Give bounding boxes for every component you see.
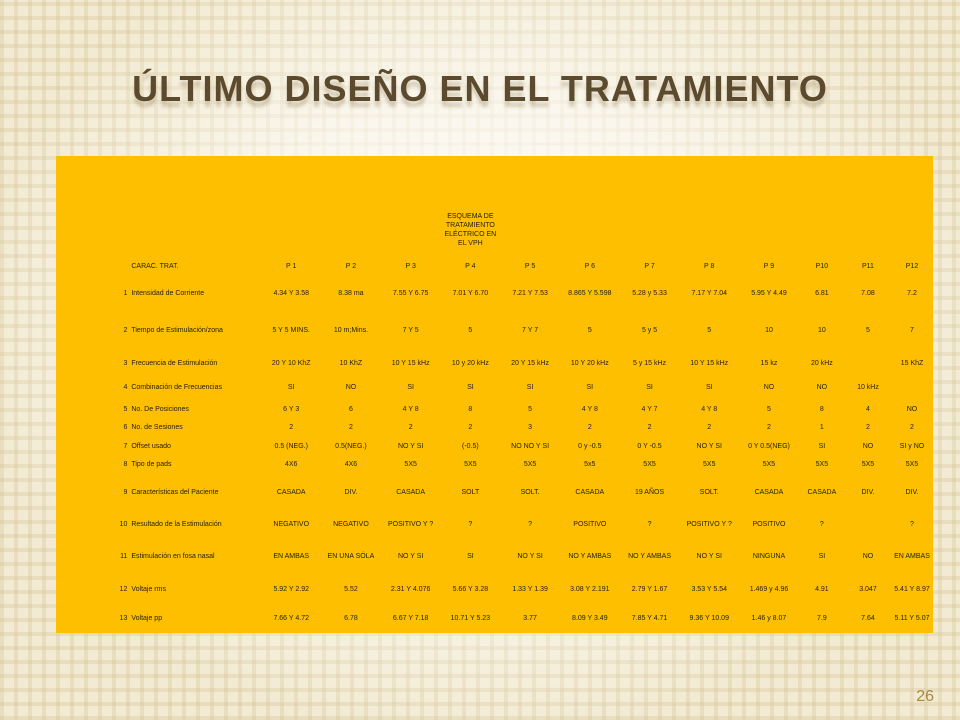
- table-cell: 10 Y 15 kHz: [391, 359, 430, 367]
- table-row: [56, 576, 933, 605]
- column-header: P11: [862, 262, 874, 270]
- header-row: [56, 256, 933, 276]
- table-row: [56, 310, 933, 351]
- table-cell: 4.34 Y 3.58: [273, 289, 309, 297]
- table-cell: SI: [526, 384, 534, 392]
- table-cell: 5X5: [815, 460, 829, 468]
- column-header: P 5: [524, 262, 536, 270]
- table-row: [56, 400, 933, 418]
- table-cell: 19 AÑOS: [634, 489, 665, 497]
- table-cell: POSITIVO Y ?: [388, 521, 434, 529]
- table-cell: NO: [862, 442, 874, 450]
- table-cell: POSITIVO: [573, 521, 607, 529]
- table-cell: 5 y 15 kHz: [632, 359, 667, 367]
- table-cell: NO Y SI: [397, 552, 424, 560]
- table-cell: ?: [647, 521, 652, 529]
- table-cell: SI: [467, 552, 474, 560]
- column-header: P 4: [465, 262, 476, 270]
- table-cell: 4 Y 8: [402, 405, 419, 413]
- column-header: P10: [815, 262, 829, 270]
- table-cell: 5.52: [344, 586, 358, 594]
- row-label: Offset usado: [131, 442, 171, 450]
- row-number: 13: [119, 615, 128, 623]
- table-row: [56, 437, 933, 455]
- table-cell: 5: [587, 327, 592, 335]
- table-cell: CASADA: [807, 489, 837, 497]
- table-cell: 8.865 Y 5.598: [568, 289, 612, 297]
- table-cell: 7 Y 5: [402, 327, 419, 335]
- table-body: [56, 156, 933, 633]
- table-cell: 6: [348, 405, 353, 413]
- table-cell: 5X5: [404, 460, 417, 468]
- table-cell: 0 Y -0.5: [637, 442, 662, 450]
- table-row: [56, 376, 933, 401]
- table-cell: SI: [467, 384, 474, 392]
- table-cell: 5: [767, 405, 771, 413]
- column-header: P 7: [644, 262, 655, 270]
- table-cell: ?: [528, 521, 533, 529]
- table-cell: CASADA: [754, 489, 784, 497]
- table-cell: 5.92 Y 2.92: [273, 586, 309, 594]
- table-cell: CASADA: [396, 489, 426, 497]
- caption-row: [56, 156, 933, 256]
- table-cell: 3: [528, 424, 533, 432]
- row-label: Estimulación en fosa nasal: [131, 552, 215, 560]
- table-cell: 7.55 Y 6.75: [392, 289, 429, 297]
- table-cell: 6 Y 3: [283, 405, 300, 413]
- table-cell: NO Y SI: [696, 552, 722, 560]
- table-cell: NEGATIVO: [333, 521, 369, 529]
- table-cell: EN AMBAS: [273, 552, 310, 560]
- table-cell: 7 Y 7: [522, 327, 539, 335]
- treatment-table-container: [56, 156, 933, 633]
- table-cell: 2.31 Y 4.076: [390, 586, 431, 594]
- table-cell: SOLT: [461, 489, 480, 497]
- table-cell: 7.66 Y 4.72: [273, 615, 309, 623]
- table-cell: 0 Y 0.5(NEG): [748, 442, 790, 450]
- table-cell: NO Y SI: [397, 442, 424, 450]
- table-cell: 8: [468, 405, 473, 413]
- row-label: Tipo de pads: [131, 460, 172, 468]
- row-label: No. de Sesiones: [131, 424, 183, 432]
- table-cell: SI: [586, 384, 594, 392]
- table-cell: 7.21 Y 7.53: [512, 289, 548, 297]
- header-label: CARAC. TRAT.: [131, 262, 179, 270]
- table-cell: 15 kz: [760, 359, 778, 367]
- column-header: P 8: [704, 262, 715, 270]
- table-cell: 0 y -0.5: [578, 442, 602, 450]
- table-cell: SI: [646, 384, 653, 392]
- table-cell: 5X5: [643, 460, 656, 468]
- table-cell: 10 y 20 kHz: [451, 359, 489, 367]
- table-cell: 2: [866, 424, 870, 432]
- table-cell: NO: [816, 384, 828, 392]
- column-header: P 6: [584, 262, 595, 270]
- row-label: Tiempo de Estimulación/zona: [131, 327, 223, 335]
- table-cell: 20 Y 15 kHz: [511, 359, 550, 367]
- table-cell: 5X5: [464, 460, 477, 468]
- row-number: 12: [119, 586, 128, 594]
- table-cell: 1.46 y 8.07: [751, 615, 787, 623]
- table-cell: 7: [910, 327, 914, 335]
- column-header: P12: [905, 262, 919, 270]
- table-cell: 5: [528, 405, 533, 413]
- table-cell: 8: [819, 405, 824, 413]
- table-cell: SI: [705, 384, 713, 392]
- table-cell: 5.95 Y 4.49: [751, 289, 787, 297]
- table-cell: 8.09 Y 3.49: [572, 615, 608, 623]
- table-caption: ESQUEMA DE TRATAMIENTO ELÉCTRICO EN EL VPH: [444, 213, 497, 248]
- table-cell: 0.5(NEG.): [335, 442, 367, 450]
- table-cell: 5: [866, 327, 870, 335]
- table-cell: 5X5: [762, 460, 776, 468]
- row-label: No. De Posiciones: [131, 405, 189, 413]
- table-cell: (-0.5): [462, 442, 479, 450]
- table-cell: EN UNA SÓLA: [327, 552, 375, 560]
- table-cell: 10 Y 15 kHz: [690, 359, 729, 367]
- table-row: [56, 418, 933, 436]
- table-cell: 7.9: [817, 615, 827, 623]
- table-cell: 4 Y 8: [581, 405, 598, 413]
- table-cell: [891, 376, 933, 401]
- table-cell: ?: [819, 521, 824, 529]
- table-cell: 4X6: [284, 460, 298, 468]
- table-cell: 5.28 y 5.33: [632, 289, 667, 297]
- table-cell: 10: [817, 327, 826, 335]
- table-cell: SI: [818, 442, 826, 450]
- table-cell: NO Y SI: [696, 442, 722, 450]
- table-cell: 1.469 y 4.96: [749, 586, 789, 594]
- row-label: Frecuencia de Estimulación: [131, 359, 218, 367]
- table-cell: SI: [818, 552, 826, 560]
- row-number: 6: [123, 424, 128, 432]
- row-number: 2: [123, 327, 128, 335]
- table-cell: 3.77: [523, 615, 537, 623]
- table-cell: 2: [289, 424, 294, 432]
- table-cell: [845, 351, 891, 376]
- table-cell: 9.36 Y 10.09: [689, 615, 729, 623]
- table-cell: [845, 512, 891, 537]
- table-cell: 4: [866, 405, 870, 413]
- table-cell: 2: [647, 424, 652, 432]
- table-cell: 2: [587, 424, 592, 432]
- column-header: P 1: [286, 262, 297, 270]
- table-cell: 4 Y 7: [641, 405, 658, 413]
- column-header: P 2: [345, 262, 357, 270]
- row-number: 10: [119, 521, 128, 529]
- table-row: [56, 277, 933, 311]
- table-cell: DIV.: [905, 489, 919, 497]
- table-cell: 5x5: [584, 460, 596, 468]
- table-cell: 7.64: [861, 615, 875, 623]
- row-label: Características del Paciente: [131, 489, 219, 497]
- row-label: Voltaje pp: [131, 615, 163, 623]
- table-row: [56, 537, 933, 576]
- table-cell: 1: [819, 424, 824, 432]
- table-cell: 2: [767, 424, 771, 432]
- row-number: 4: [123, 384, 128, 392]
- row-label: Intensidad de Corriente: [131, 289, 205, 297]
- table-cell: 7.85 Y 4.71: [631, 615, 668, 623]
- table-cell: ?: [468, 521, 473, 529]
- column-header: P 9: [763, 262, 775, 270]
- table-cell: 4 Y 8: [701, 405, 718, 413]
- table-cell: 7.17 Y 7.04: [691, 289, 728, 297]
- table-cell: 2: [348, 424, 353, 432]
- table-cell: NEGATIVO: [273, 521, 310, 529]
- table-cell: POSITIVO Y ?: [686, 521, 732, 529]
- column-header: P 3: [405, 262, 416, 270]
- table-cell: NO Y AMBAS: [628, 552, 671, 560]
- table-cell: 2: [468, 424, 473, 432]
- table-cell: 8.38 ma: [338, 289, 364, 297]
- row-number: 11: [120, 552, 128, 560]
- row-number: 7: [123, 442, 128, 450]
- table-cell: 2: [408, 424, 413, 432]
- table-cell: 5: [468, 327, 473, 335]
- table-cell: 4X6: [344, 460, 358, 468]
- row-number: 3: [123, 359, 128, 367]
- row-number: 8: [123, 460, 128, 468]
- table-cell: 3.047: [859, 586, 877, 594]
- table-cell: 1.33 Y 1.39: [512, 586, 548, 594]
- row-number: 1: [123, 289, 128, 297]
- table-cell: 15 KhZ: [900, 359, 924, 367]
- table-cell: DIV.: [861, 489, 875, 497]
- table-cell: 5X5: [905, 460, 919, 468]
- row-label: Voltaje rms: [131, 586, 166, 594]
- table-cell: 5.66 Y 3.28: [452, 586, 489, 594]
- table-cell: 10 Y 20 kHz: [570, 359, 609, 367]
- table-row: [56, 455, 933, 473]
- table-cell: 5.11 Y 5.07: [894, 615, 930, 623]
- table-cell: ?: [910, 521, 914, 529]
- table-cell: 5X5: [703, 460, 716, 468]
- table-cell: 5 Y 5 MINS.: [272, 327, 310, 335]
- table-cell: 10: [765, 327, 773, 335]
- table-cell: 20 Y 10 KhZ: [271, 359, 311, 367]
- table-cell: 10 KhZ: [339, 359, 363, 367]
- table-cell: NO: [345, 384, 357, 392]
- table-cell: NO: [906, 405, 918, 413]
- table-cell: CASADA: [276, 489, 306, 497]
- row-number: 9: [123, 489, 128, 497]
- table-cell: 6.67 Y 7.18: [392, 615, 429, 623]
- table-cell: 7.01 Y 6.70: [452, 289, 489, 297]
- table-cell: 2.79 Y 1.67: [631, 586, 668, 594]
- row-label: Resultado de la Estimulación: [131, 521, 222, 529]
- table-cell: SOLT.: [520, 489, 540, 497]
- table-cell: 7.08: [861, 289, 875, 297]
- table-cell: 10 m;Mins.: [333, 327, 369, 335]
- table-cell: 6.81: [815, 289, 829, 297]
- table-cell: NO: [763, 384, 775, 392]
- table-cell: 7.2: [907, 289, 917, 297]
- treatment-table: [56, 156, 933, 633]
- table-cell: POSITIVO: [752, 521, 786, 529]
- table-cell: 0.5 (NEG.): [274, 442, 308, 450]
- page-number: 26: [916, 688, 934, 705]
- table-cell: 4.91: [815, 586, 829, 594]
- table-cell: 5.41 Y 8.97: [894, 586, 930, 594]
- table-cell: NO: [862, 552, 874, 560]
- slide-title: ÚLTIMO DISEÑO EN EL TRATAMIENTO: [132, 68, 828, 109]
- table-cell: DIV.: [344, 489, 358, 497]
- row-label: Combinación de Frecuencias: [131, 384, 223, 392]
- table-cell: 20 kHz: [810, 359, 833, 367]
- table-cell: 5 y 5: [641, 327, 658, 335]
- table-cell: NO Y AMBAS: [568, 552, 612, 560]
- table-cell: 10 kHz: [857, 384, 879, 392]
- table-cell: 3.53 Y 5.54: [691, 586, 728, 594]
- table-cell: NO NO Y SI: [511, 442, 550, 450]
- table-cell: 5X5: [523, 460, 537, 468]
- table-row: [56, 351, 933, 376]
- table-cell: SI y NO: [899, 442, 925, 450]
- table-cell: NINGUNA: [752, 552, 786, 560]
- table-row: [56, 474, 933, 513]
- table-row: [56, 512, 933, 537]
- table-cell: 6.78: [344, 615, 358, 623]
- table-cell: CASADA: [575, 489, 605, 497]
- table-cell: 10.71 Y 5.23: [450, 615, 491, 623]
- table-cell: 2: [707, 424, 712, 432]
- table-cell: 3.08 Y 2.191: [570, 586, 610, 594]
- table-cell: 2: [910, 424, 914, 432]
- table-cell: 5X5: [861, 460, 875, 468]
- table-cell: EN AMBAS: [894, 552, 930, 560]
- table-cell: SI: [407, 384, 414, 392]
- row-number: 5: [123, 405, 128, 413]
- table-cell: NO Y SI: [517, 552, 543, 560]
- table-cell: SOLT.: [699, 489, 719, 497]
- table-row: [56, 604, 933, 633]
- table-cell: SI: [287, 384, 295, 392]
- table-cell: 5: [707, 327, 712, 335]
